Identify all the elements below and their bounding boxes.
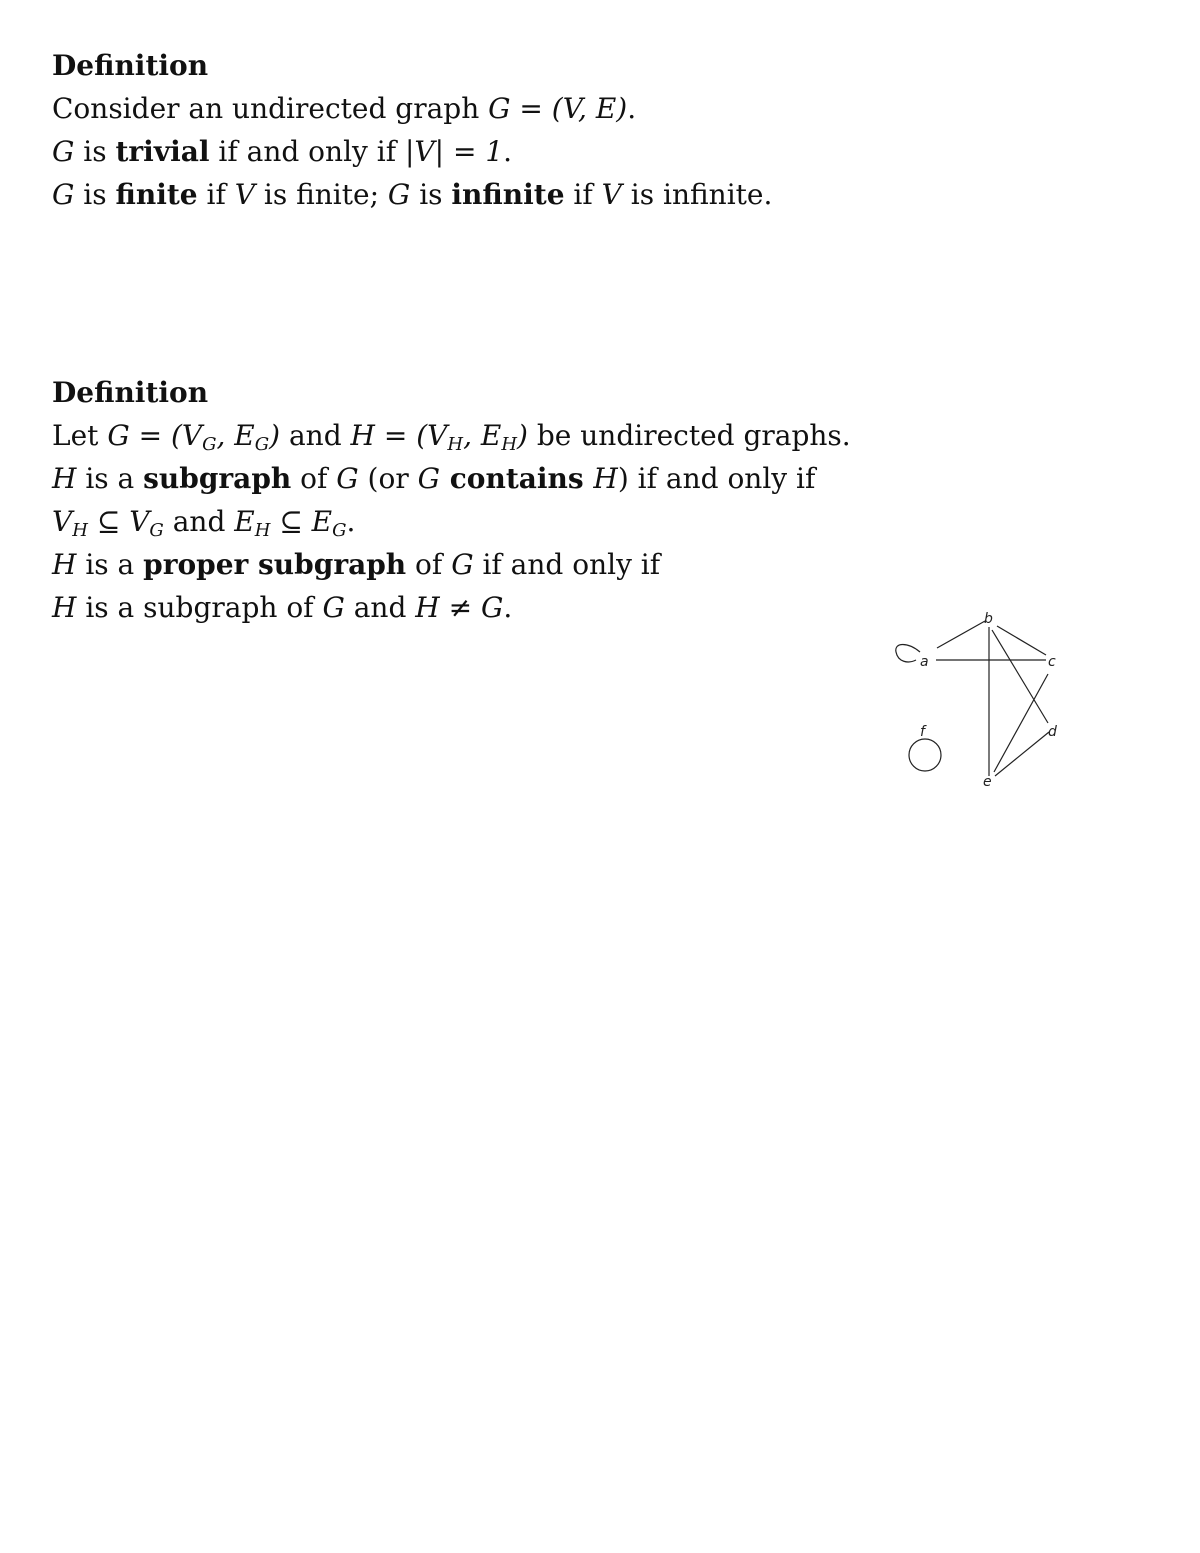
math-symbol: H [52,462,77,495]
definition-line [52,173,772,216]
text: of [291,462,337,495]
math-expression: H = (V [350,419,448,452]
definition-heading: Definition [52,49,209,82]
text: is [74,178,116,211]
text: . [627,92,637,125]
math-symbol: H [52,548,77,581]
text: is infinite. [621,178,773,211]
subscript: G [149,520,164,541]
definition-line [52,457,851,500]
term-contains: contains [440,462,594,495]
graph-edge-d-e [995,732,1049,776]
math-symbol: G [451,548,474,581]
graph-figure [880,600,1080,800]
text: . [503,135,513,168]
term-trivial: trivial [115,135,210,168]
text: Let [52,419,108,452]
math-symbol: V [601,178,622,211]
text: is a [76,462,144,495]
subscript: H [254,520,271,541]
math-expression: G = (V [107,419,203,452]
math-symbol: V [234,178,255,211]
text: be undirected graphs. [527,419,851,452]
term-finite: finite [115,178,198,211]
subscript: H [447,434,464,455]
text: and [344,591,416,624]
math-expression: H ≠ G [415,591,504,624]
definition-line [52,87,772,130]
math-symbol: G [52,178,75,211]
text: and [280,419,351,452]
definition-heading: Definition [52,376,209,409]
vertex-label-d: d [1048,724,1057,740]
math-expression: G = (V, E) [488,92,628,125]
vertex-label-c: c [1048,654,1056,670]
text: of [406,548,452,581]
graph-edge-c-e [994,674,1048,772]
vertex-label-a: a [920,654,929,670]
text: is [74,135,116,168]
math-symbol: H [52,591,77,624]
math-symbol: G [387,178,411,211]
math-expression: ) [269,419,281,452]
subscript: G [332,520,347,541]
math-expression: ) [517,419,528,452]
text: is a [76,548,144,581]
definition-trivial-finite [52,44,772,216]
text: ) if and only if [617,462,816,495]
subscript: G [202,434,217,455]
term-proper-subgraph: proper subgraph [143,548,407,581]
math-symbol: G [322,591,345,624]
math-expression: ⊆ E [270,505,333,538]
graph-edge-b-d [992,630,1048,723]
text: if [564,178,602,211]
math-symbol: E [234,505,255,538]
text: (or [358,462,418,495]
math-expression: , E [463,419,502,452]
text: and [163,505,235,538]
vertex-label-b: b [984,611,993,627]
definition-line [52,586,851,629]
graph-edge-a-b [937,621,985,648]
text: if [197,178,235,211]
vertex-label-e: e [983,774,992,790]
subscript: G [254,434,270,455]
text: is [410,178,452,211]
text: . [503,591,513,624]
term-infinite: infinite [451,178,565,211]
definition-subgraph [52,371,851,629]
vertex-label-f: f [920,724,925,740]
text: if and only if [209,135,405,168]
definition-line [52,543,851,586]
definition-line [52,130,772,173]
subscript: H [72,520,88,541]
math-symbol: H [593,462,618,495]
text: Consider an undirected graph [52,92,489,125]
math-symbol: V [52,505,73,538]
graph-loop-f [909,739,941,771]
math-expression: |V| = 1 [404,135,504,168]
text: if and only if [473,548,661,581]
math-symbol: G [336,462,359,495]
math-expression: , E [216,419,255,452]
graph-loop-a [896,645,920,662]
text: is a subgraph of [76,591,323,624]
text: is finite; [254,178,388,211]
definition-line [52,500,851,543]
subscript: H [501,434,518,455]
term-subgraph: subgraph [143,462,292,495]
math-symbol: G [417,462,440,495]
math-expression: ⊆ V [87,505,150,538]
math-symbol: G [52,135,75,168]
definition-line [52,414,851,457]
text: . [346,505,356,538]
